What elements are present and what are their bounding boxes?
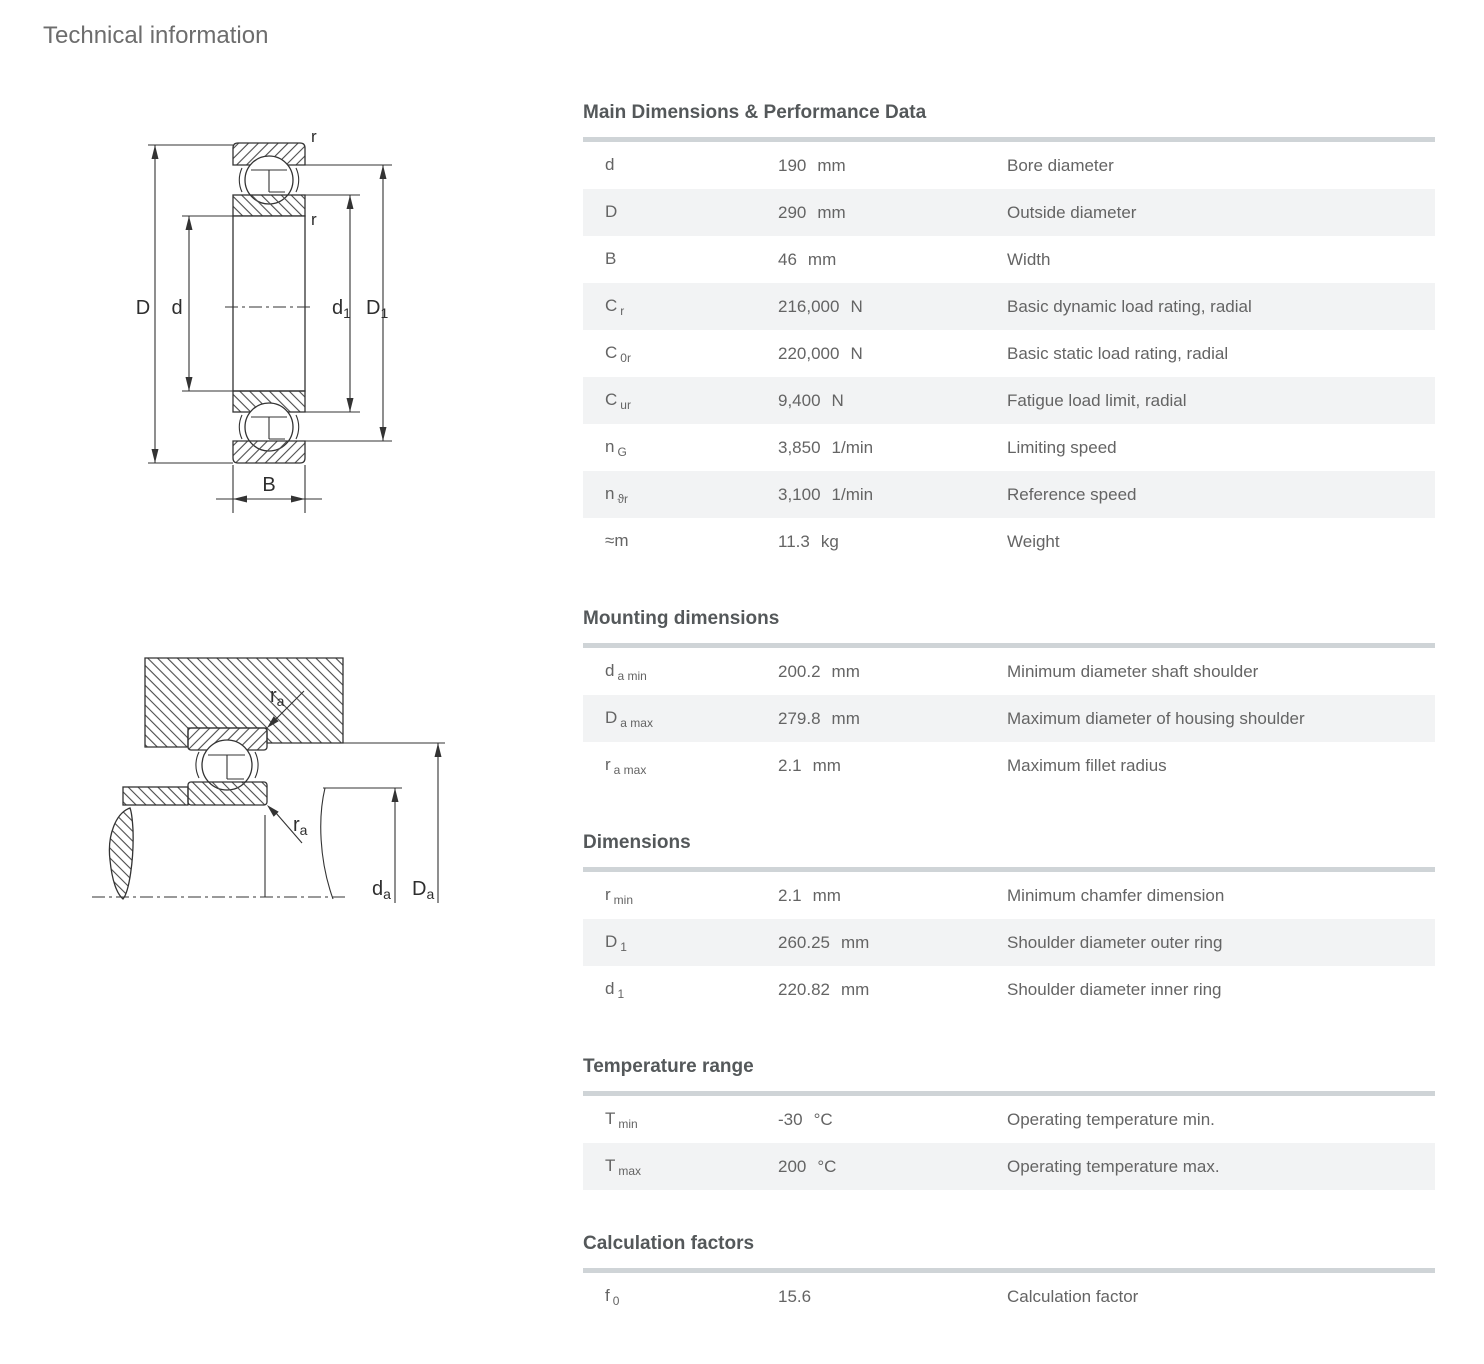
table-row: [583, 742, 1435, 789]
symbol-base: n: [605, 483, 615, 503]
unit: N: [850, 296, 863, 316]
symbol-cell: [583, 390, 778, 412]
table-row: [583, 919, 1435, 966]
symbol-cell: [583, 202, 778, 224]
value-cell: [778, 1110, 1007, 1130]
table-row: [583, 330, 1435, 377]
section-title: Dimensions: [583, 832, 691, 853]
value: 11.3: [778, 531, 810, 551]
symbol-sub: G: [617, 444, 627, 459]
label-ra-upper: $r_a$: [270, 685, 285, 709]
symbol-base: r: [605, 754, 611, 774]
symbol-base: d: [605, 978, 615, 998]
section-rows: [583, 1096, 1435, 1190]
table-row: [583, 377, 1435, 424]
symbol-base: T: [605, 1155, 616, 1175]
value-cell: [778, 532, 1007, 552]
symbol-cell: [583, 249, 778, 271]
symbol-sub: min: [618, 1116, 638, 1131]
description-cell: Bore diameter: [1007, 155, 1114, 175]
section-rows: [583, 648, 1435, 789]
value-cell: [778, 709, 1007, 729]
shaft-fillet: [109, 808, 133, 899]
unit: mm: [841, 932, 870, 952]
value: 3,850: [778, 437, 821, 457]
description-cell: Basic dynamic load rating, radial: [1007, 296, 1252, 316]
symbol-sub: ur: [620, 397, 631, 412]
symbol-sub: 0: [612, 1293, 620, 1308]
value: 220,000: [778, 343, 840, 363]
description-cell: Outside diameter: [1007, 202, 1137, 222]
value: 200.2: [778, 661, 821, 681]
symbol-cell: [583, 932, 778, 954]
unit: 1/min: [831, 484, 874, 504]
section-title: Mounting dimensions: [583, 608, 780, 629]
value-cell: [778, 203, 1007, 223]
value: 279.8: [778, 708, 821, 728]
description-cell: Operating temperature min.: [1007, 1109, 1215, 1129]
spec-section: [583, 831, 1435, 1013]
value-cell: [778, 980, 1007, 1000]
section-title: Temperature range: [583, 1056, 754, 1077]
value: 260.25: [778, 932, 830, 952]
spec-tables: [583, 101, 1435, 1320]
table-row: [583, 1143, 1435, 1190]
symbol-base: D: [605, 201, 618, 221]
symbol-cell: [583, 885, 778, 907]
symbol-base: D: [605, 931, 618, 951]
bearing-outline: [233, 143, 305, 463]
symbol-base: ≈m: [605, 530, 629, 550]
spec-section: [583, 1055, 1435, 1190]
unit: N: [850, 343, 863, 363]
symbol-base: B: [605, 248, 617, 268]
description-cell: Shoulder diameter inner ring: [1007, 979, 1222, 999]
symbol-sub: 1: [617, 986, 625, 1001]
value-cell: [778, 886, 1007, 906]
table-row: [583, 283, 1435, 330]
symbol-sub: a min: [617, 668, 647, 683]
unit: mm: [812, 755, 841, 775]
label-r-outer: r: [311, 128, 317, 146]
description-cell: Minimum chamfer dimension: [1007, 885, 1225, 905]
value: 46: [778, 249, 797, 269]
label-D: D: [135, 297, 151, 319]
unit: N: [831, 390, 844, 410]
label-d1: $d_1$: [332, 297, 351, 321]
description-cell: Basic static load rating, radial: [1007, 343, 1229, 363]
description-cell: Weight: [1007, 531, 1060, 551]
value-cell: [778, 250, 1007, 270]
description-cell: Shoulder diameter outer ring: [1007, 932, 1223, 952]
symbol-sub: max: [618, 1163, 642, 1178]
table-row: [583, 142, 1435, 189]
description-cell: Width: [1007, 249, 1051, 269]
label-ra-lower: $r_a$: [293, 814, 308, 838]
value-cell: [778, 933, 1007, 953]
unit: mm: [812, 885, 841, 905]
symbol-cell: [583, 979, 778, 1001]
value: -30: [778, 1109, 803, 1129]
symbol-cell: [583, 155, 778, 177]
symbol-sub: a max: [613, 762, 647, 777]
label-Da: $D_a$: [412, 878, 435, 902]
label-B: B: [262, 474, 276, 496]
symbol-base: D: [605, 707, 618, 727]
value-cell: [778, 438, 1007, 458]
table-row: [583, 189, 1435, 236]
value: 216,000: [778, 296, 840, 316]
symbol-cell: [583, 296, 778, 318]
description-cell: Limiting speed: [1007, 437, 1117, 457]
value-cell: [778, 156, 1007, 176]
section-title: Calculation factors: [583, 1233, 755, 1254]
symbol-cell: [583, 1286, 778, 1308]
symbol-sub: ϑr: [617, 491, 629, 506]
value: 200: [778, 1156, 807, 1176]
value: 15.6: [778, 1286, 812, 1306]
spec-section: [583, 1232, 1435, 1320]
unit: kg: [820, 531, 839, 551]
table-row: [583, 966, 1435, 1013]
symbol-cell: [583, 484, 778, 506]
value-cell: [778, 485, 1007, 505]
bearing-cross-section-diagram: [130, 128, 460, 528]
section-title: Main Dimensions & Performance Data: [583, 102, 927, 123]
description-cell: Fatigue load limit, radial: [1007, 390, 1187, 410]
label-D1: $D_1$: [366, 297, 389, 321]
value: 2.1: [778, 755, 802, 775]
symbol-cell: [583, 661, 778, 683]
unit: mm: [831, 661, 860, 681]
shaft-shoulder: [123, 787, 188, 805]
unit: °C: [813, 1109, 833, 1129]
unit: mm: [817, 202, 846, 222]
symbol-cell: [583, 755, 778, 777]
spec-section: [583, 607, 1435, 789]
table-row: [583, 1096, 1435, 1143]
unit: °C: [817, 1156, 837, 1176]
value-cell: [778, 1287, 1007, 1307]
symbol-cell: [583, 1156, 778, 1178]
table-row: [583, 648, 1435, 695]
symbol-cell: [583, 1109, 778, 1131]
description-cell: Minimum diameter shaft shoulder: [1007, 661, 1259, 681]
label-da: $d_a$: [372, 878, 391, 902]
symbol-base: n: [605, 436, 615, 456]
value-cell: [778, 344, 1007, 364]
value: 220.82: [778, 979, 830, 999]
symbol-base: f: [605, 1285, 610, 1305]
symbol-base: r: [605, 884, 611, 904]
value-cell: [778, 297, 1007, 317]
symbol-sub: min: [613, 892, 634, 907]
symbol-cell: [583, 437, 778, 459]
value: 3,100: [778, 484, 821, 504]
unit: mm: [841, 979, 870, 999]
mounting-outline: [109, 658, 343, 899]
bearing-mounting-diagram: [90, 645, 480, 915]
label-r-inner: r: [311, 210, 317, 229]
description-cell: Calculation factor: [1007, 1286, 1139, 1306]
value-cell: [778, 391, 1007, 411]
symbol-base: d: [605, 660, 615, 680]
value-cell: [778, 756, 1007, 776]
description-cell: Reference speed: [1007, 484, 1137, 504]
symbol-base: T: [605, 1108, 616, 1128]
symbol-cell: [583, 343, 778, 365]
description-cell: Maximum fillet radius: [1007, 755, 1167, 775]
section-rows: [583, 1273, 1435, 1320]
table-row: [583, 471, 1435, 518]
value-cell: [778, 1157, 1007, 1177]
unit: 1/min: [831, 437, 874, 457]
table-row: [583, 1273, 1435, 1320]
description-cell: Maximum diameter of housing shoulder: [1007, 708, 1305, 728]
label-d: d: [171, 297, 183, 319]
description-cell: Operating temperature max.: [1007, 1156, 1220, 1176]
symbol-sub: 1: [620, 939, 627, 954]
value: 2.1: [778, 885, 802, 905]
symbol-base: C: [605, 342, 618, 362]
table-row: [583, 424, 1435, 471]
table-row: [583, 518, 1435, 565]
value: 190: [778, 155, 807, 175]
symbol-sub: 0r: [620, 350, 631, 365]
symbol-base: C: [605, 389, 618, 409]
symbol-base: d: [605, 154, 615, 174]
section-rows: [583, 872, 1435, 1013]
symbol-cell: [583, 531, 778, 553]
table-row: [583, 872, 1435, 919]
value: 9,400: [778, 390, 821, 410]
unit: mm: [817, 155, 846, 175]
symbol-cell: [583, 708, 778, 730]
table-row: [583, 236, 1435, 283]
unit: mm: [807, 249, 837, 269]
symbol-sub: a max: [620, 715, 653, 730]
table-row: [583, 695, 1435, 742]
symbol-base: C: [605, 295, 618, 315]
unit: mm: [831, 708, 860, 728]
spec-section: [583, 101, 1435, 565]
symbol-sub: r: [620, 303, 625, 318]
value-cell: [778, 662, 1007, 682]
value: 290: [778, 202, 807, 222]
page-title: Technical information: [43, 22, 269, 49]
section-rows: [583, 142, 1435, 565]
